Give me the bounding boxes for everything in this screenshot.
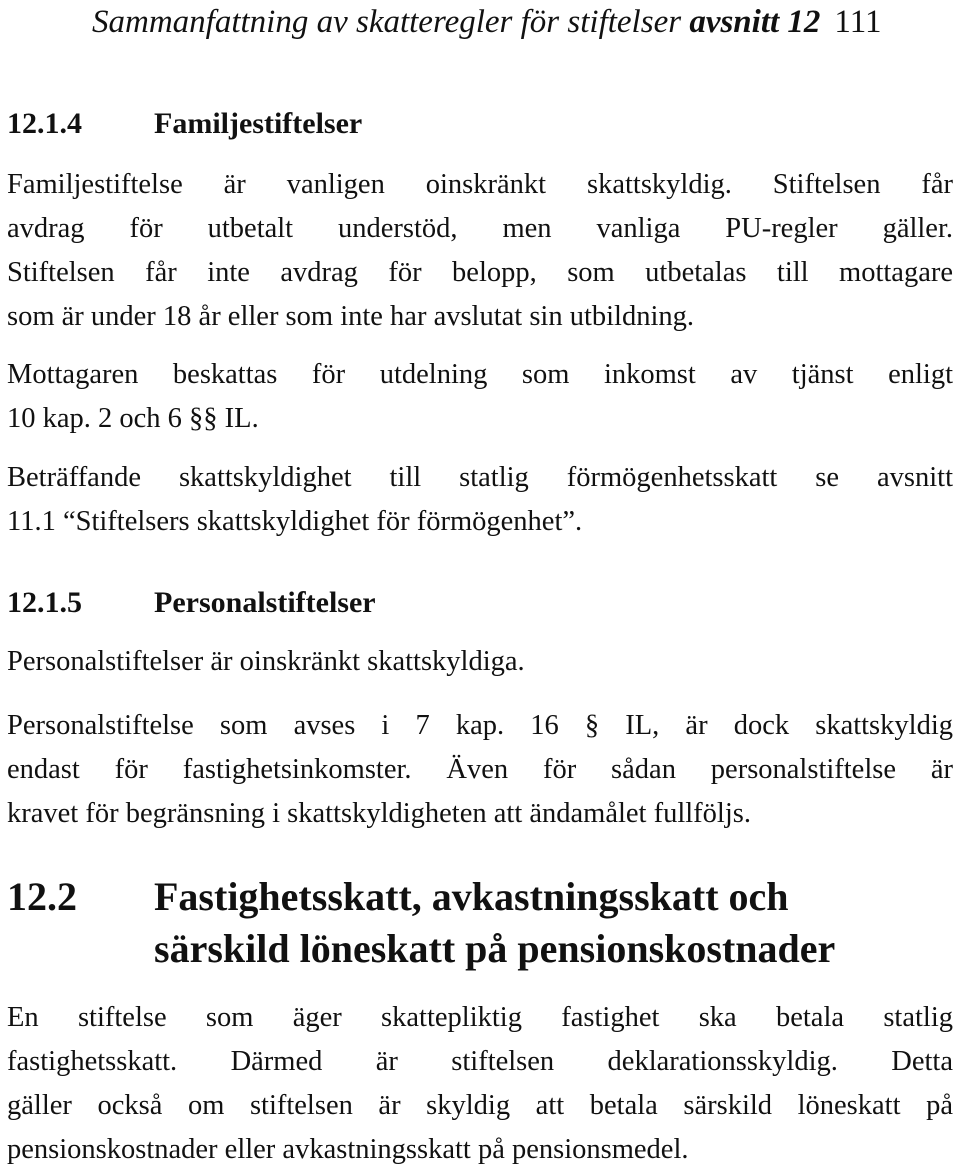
text-line: endast för fastighetsinkomster. Även för sådan personalstiftelse är <box>7 754 953 785</box>
text-line: Personalstiftelse som avses i 7 kap. 16 § IL, är dock skattskyldig <box>7 710 953 741</box>
text-line: pensionskostnader eller avkastningsskatt på pensionsmedel. <box>7 1134 689 1165</box>
paragraph <box>7 704 953 836</box>
paragraph <box>7 353 953 441</box>
text-line: fastighetsskatt. Därmed är stiftelsen deklarationsskyldig. Detta <box>7 1046 953 1077</box>
text-line: gäller också om stiftelsen är skyldig att betala särskild löneskatt på <box>7 1090 953 1121</box>
text-line: kravet för begränsning i skattskyldigheten att ändamålet fullföljs. <box>7 798 751 829</box>
section-heading-12-1-5 <box>7 585 376 621</box>
section-title-line1: Fastighetsskatt, avkastningsskatt och <box>154 874 789 919</box>
section-heading-12-1-4 <box>7 106 362 142</box>
section-title: Personalstiftelser <box>154 586 376 619</box>
paragraph <box>7 996 953 1172</box>
text-line: Beträffande skattskyldighet till statlig förmögenhetsskatt se avsnitt <box>7 462 953 493</box>
paragraph <box>7 456 953 544</box>
text-line: 10 kap. 2 och 6 §§ IL. <box>7 403 259 434</box>
section-number: 12.2 <box>7 874 77 919</box>
page-number: 111 <box>834 4 882 40</box>
section-number: 12.1.5 <box>7 586 82 619</box>
text-line: Mottagaren beskattas för utdelning som inkomst av tjänst enligt <box>7 359 953 390</box>
paragraph <box>7 640 953 684</box>
text-line: avdrag för utbetalt understöd, men vanliga PU-regler gäller. <box>7 213 953 244</box>
text-line: Stiftelsen får inte avdrag för belopp, som utbetalas till mottagare <box>7 257 953 288</box>
text-line: Personalstiftelser är oinskränkt skattskyldiga. <box>7 646 525 677</box>
text-line: Familjestiftelse är vanligen oinskränkt skattskyldig. Stiftelsen får <box>7 169 953 200</box>
text-line: En stiftelse som äger skattepliktig fastighet ska betala statlig <box>7 1002 953 1033</box>
header-title: Sammanfattning av skatteregler för stiftelser <box>92 4 690 40</box>
section-number: 12.1.4 <box>7 107 82 140</box>
text-line: som är under 18 år eller som inte har avslutat sin utbildning. <box>7 301 695 332</box>
section-title: Familjestiftelser <box>154 107 363 140</box>
section-heading-12-2 <box>7 871 835 975</box>
section-title-line2: särskild löneskatt på pensionskostnader <box>154 926 836 971</box>
paragraph <box>7 163 953 339</box>
running-header <box>92 2 881 42</box>
text-line: 11.1 “Stiftelsers skattskyldighet för förmögenhet”. <box>7 506 583 537</box>
header-section: avsnitt 12 <box>689 4 821 40</box>
